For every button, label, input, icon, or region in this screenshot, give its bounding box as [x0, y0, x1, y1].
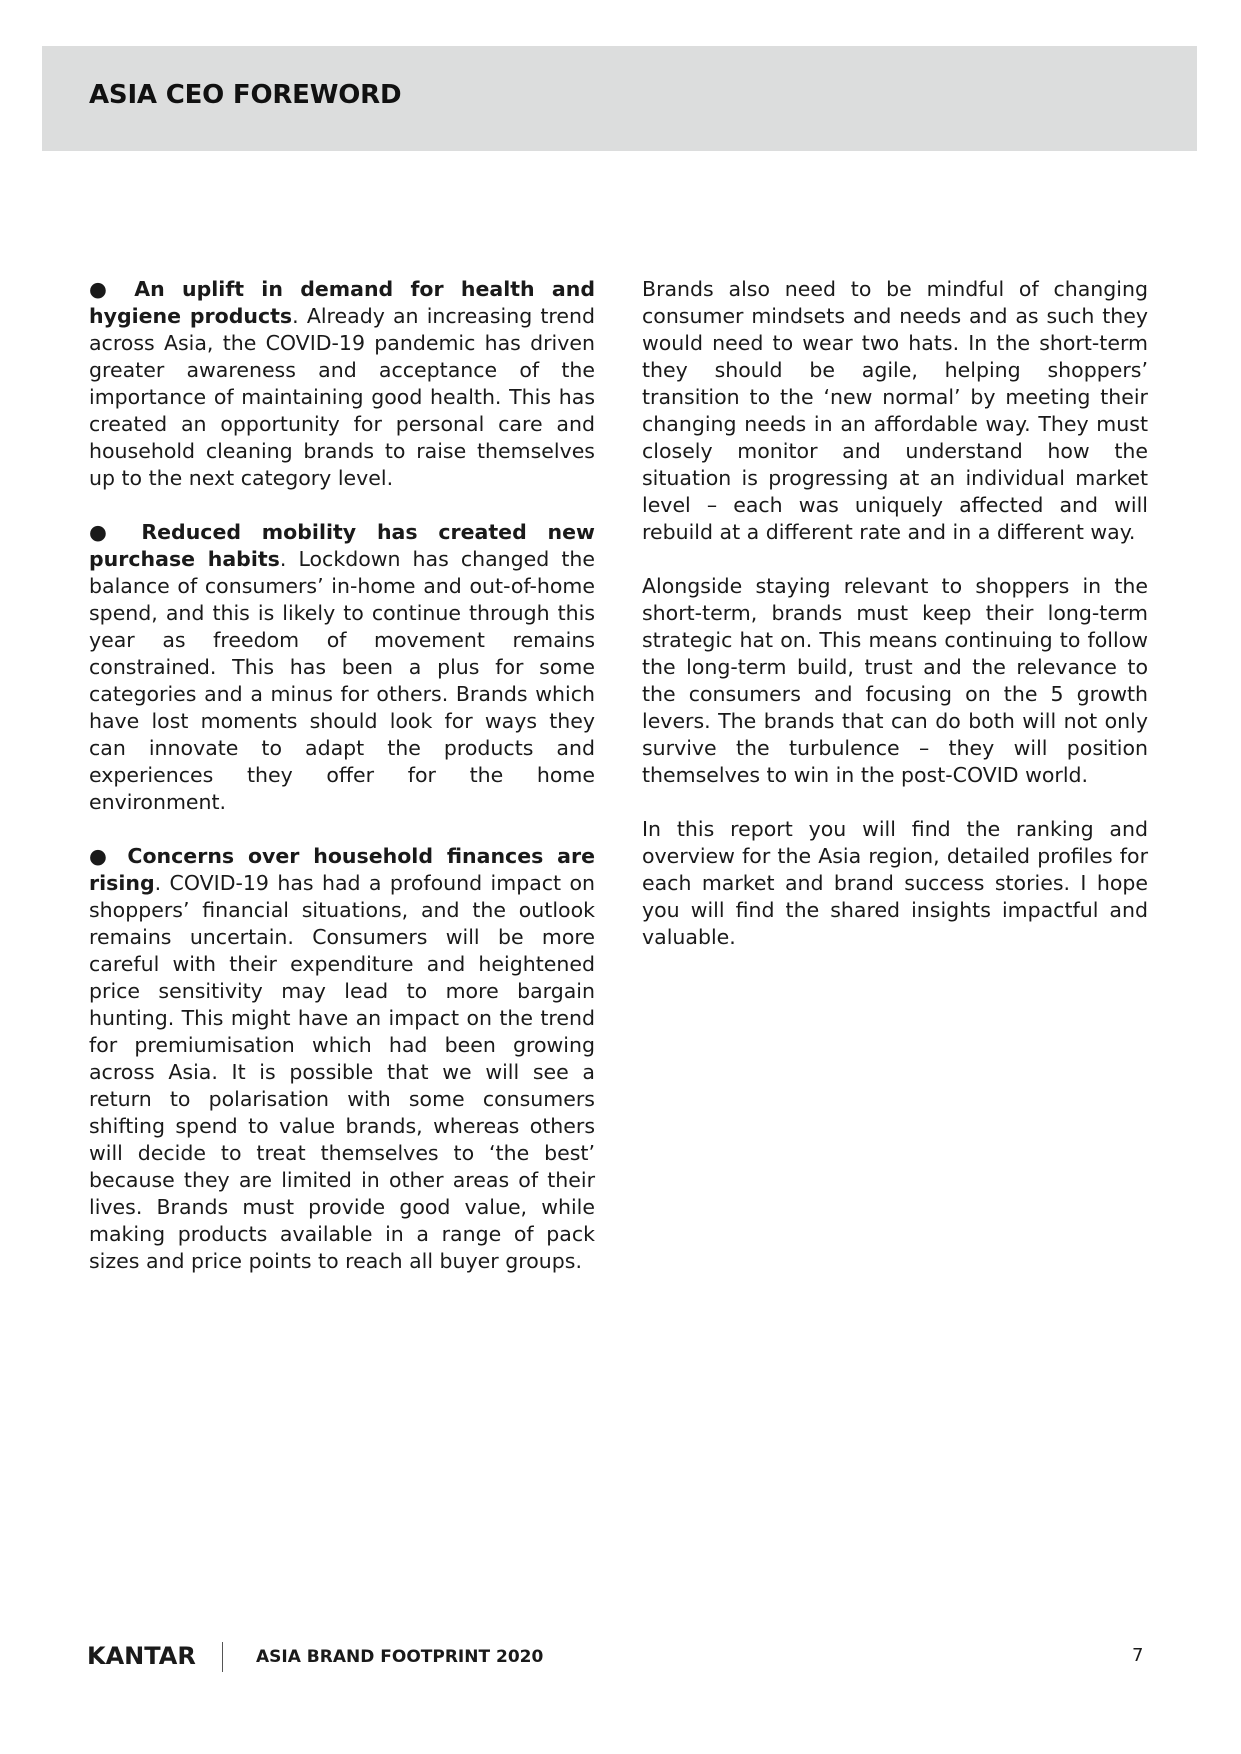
page-number: 7 — [1132, 1645, 1144, 1666]
page-title: ASIA CEO FOREWORD — [89, 80, 402, 110]
bullet-text: . Already an increasing trend across Asia, the COVID-19 pandemic has driven greater awareness and acceptance of the importance of maintaining good health. This has created an opportunity for personal care and household cleaning brands to raise themselves up to the next category level. — [89, 304, 595, 490]
publication-title: ASIA BRAND FOOTPRINT 2020 — [256, 1647, 544, 1667]
kantar-logo: KANTAR — [87, 1642, 196, 1670]
paragraph-report-overview: In this report you will find the ranking and overview for the Asia region, detailed profiles for each market and brand success stories. I hope you will find the shared insights impactful and valuable. — [642, 817, 1148, 949]
bullet-lead: ● Reduced mobility has created new purchase habits — [89, 520, 595, 571]
bullet-household-finances — [89, 843, 595, 1275]
bullet-text: . COVID-19 has had a profound impact on shoppers’ financial situations, and the outlook remains uncertain. Consumers will be more careful with their expenditure and heightened price sensitivity may lead to more bargain hunting. This might have an impact on the trend for premiumisation which had been growing across Asia. It is possible that we will see a return to polarisation with some consumers shifting spend to value brands, whereas others will decide to treat themselves to ‘the best’ because they are limited in other areas of their lives. Brands must provide good value, while making products available in a range of pack sizes and price points to reach all buyer groups. — [89, 871, 595, 1273]
paragraph-two-hats: Brands also need to be mindful of changing consumer mindsets and needs and as such they would need to wear two hats. In the short-term they should be agile, helping shoppers’ transition to the ‘new normal’ by meeting their changing needs in an affordable way. They must closely monitor and understand how the situation is progressing at an individual market level – each was uniquely affected and will rebuild at a different rate and in a different way. — [642, 277, 1148, 544]
bullet-lead: ● Concerns over household finances are rising — [89, 844, 595, 895]
bullet-text: . Lockdown has changed the balance of consumers’ in-home and out-of-home spend, and this is likely to continue through this year as freedom of movement remains constrained. This has been a plus for some categories and a minus for others. Brands which have lost moments should look for ways they can innovate to adapt the products and experiences they offer for the home environment. — [89, 547, 595, 814]
right-column — [642, 276, 1148, 978]
left-column — [89, 276, 595, 1302]
bullet-lead: ● An uplift in demand for health and hygiene products — [89, 277, 595, 328]
paragraph-long-term: Alongside staying relevant to shoppers in the short-term, brands must keep their long-term strategic hat on. This means continuing to follow the long-term build, trust and the relevance to the consumers and focusing on the 5 growth levers. The brands that can do both will not only survive the turbulence – they will position themselves to win in the post-COVID world. — [642, 574, 1148, 787]
footer-divider — [222, 1642, 223, 1672]
bullet-health-hygiene — [89, 276, 595, 492]
bullet-reduced-mobility — [89, 519, 595, 816]
header-band — [42, 46, 1197, 151]
